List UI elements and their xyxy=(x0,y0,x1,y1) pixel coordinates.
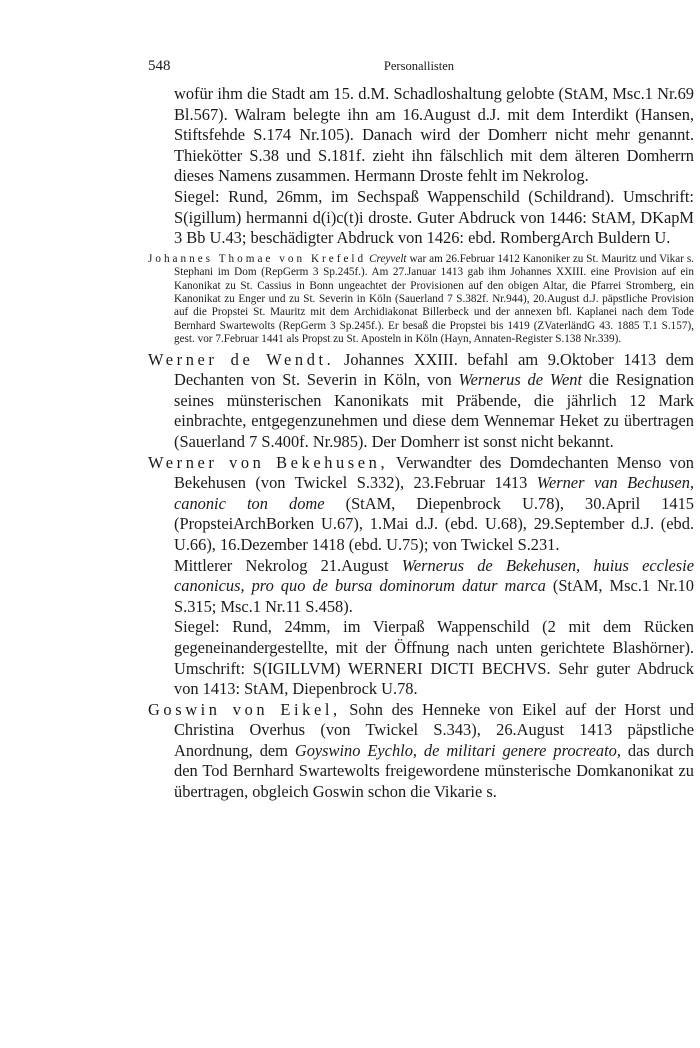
entry-text: (StAM, Diepenbrock U.78), 30.April 1415 (PropsteiArchBorken U.67), 1.Mai d.J. (ebd. U.68), 29.September d.J. (ebd. U.66), 16.Dezember 1418 (ebd. U.75); von Twickel S.231. xyxy=(174,493,694,554)
entry-goswin-von-eikel xyxy=(148,700,694,803)
entry-text: Johannes XXIII. befahl am 9.Oktober 1413 dem Dechanten von St. Severin in Köln, von xyxy=(174,349,694,390)
seal-paragraph: Siegel: Rund, 26mm, im Sechspaß Wappenschild (Schildrand). Umschrift: S(igillum) hermanni d(i)c(t)i droste. Guter Abdruck von 1446: StAM, DKapM 3 Bb U.43; beschädigter Abdruck von 1426: ebd. RombergArch Buldern U. xyxy=(174,186,694,248)
running-title: Personallisten xyxy=(383,59,455,73)
necrology-paragraph xyxy=(148,556,694,618)
running-head xyxy=(148,58,690,78)
necrology-text: Mittlerer Nekrolog 21.August xyxy=(174,555,402,575)
paragraph-continuation: wofür ihm die Stadt am 15. d.M. Schadloshaltung gelobte (StAM, Msc.1 Nr.69 Bl.567). Walram belegte ihn am 16.August d.J. mit dem Interdikt (Hansen, Stiftsfehde S.174 Nr.105). Danach wird der Domherr nicht mehr genannt. Thiekötter S.38 und S.181f. zieht ihn fälschlich mit dem älteren Domherrn dieses Namens zusammen. Hermann Droste fehlt im Nekrolog. xyxy=(174,84,694,186)
entry-name: Werner von Bekehusen, xyxy=(148,452,389,472)
entry-werner-von-bekehusen xyxy=(148,453,694,556)
entry-johannes-thomae xyxy=(148,253,694,347)
seal-paragraph: Siegel: Rund, 24mm, im Vierpaß Wappenschild (2 mit dem Rücken gegeneinandergestellte, mit der Öffnung nach unten gerichtete Blashörner). Umschrift: S(IGILLVM) WERNERI DICTI BECHVS. Sehr guter Abdruck von 1413: StAM, Diepenbrock U.78. xyxy=(174,617,694,699)
entry-text: Sohn des Henneke von Eikel auf der Horst und Christina Overhus (von Twickel S.343), 26.August 1413 päpstliche Anordnung, dem xyxy=(174,699,694,760)
entry-quote: Wernerus de Went xyxy=(458,370,583,390)
necrology-text: (StAM, Msc.1 Nr.10 S.315; Msc.1 Nr.11 S.458). xyxy=(174,576,694,616)
page-number: 548 xyxy=(148,58,171,74)
entry-alias: Creyvelt xyxy=(369,252,407,265)
entry-text: Verwandter des Domdechanten Menso von Bekehusen (von Twickel S.332), 23.Februar 1413 xyxy=(174,452,694,493)
entry-text: war am 26.Februar 1412 Kanoniker zu St. Mauritz und Vikar s. Stephani im Dom (RepGerm 3 Sp.245f.). Am 27.Januar 1413 gab ihm Johannes XXIII. eine Provision auf ein Kanonikat zu St. Cassius in Bonn ungeachtet der Provisionen auf den obigen Altar, die Pfarrei Stromberg, ein Kanonikat zu Enger und zu St. Severin in Köln (Sauerland 7 S.382f. Nr.944), 20.August d.J. päpstliche Provision auf die Propstei St. Mauritz mit dem Archidiakonat Billerbeck und der annexen bfl. Kaplanei nach dem Tode Bernhard Swartewolts (RepGerm 3 Sp.245f.). Er besaß die Propstei bis 1419 (ZVaterländG 43. 1885 T.1 S.157), gest. vor 7.Februar 1441 als Propst zu St. Aposteln in Köln (Hayn, Annaten-Register S.138 Nr.339). xyxy=(174,252,695,346)
necrology-quote: Wernerus de Bekehusen, huius ecclesie canonicus, pro quo de bursa dominorum datur marca xyxy=(174,555,694,596)
entry-name: Johannes Thomae von Krefeld xyxy=(148,252,367,265)
entry-name: Goswin von Eikel, xyxy=(148,699,341,719)
entry-quote: Goyswino Eychlo, de militari genere procreato, xyxy=(294,740,621,760)
entry-werner-de-wendt xyxy=(148,350,694,453)
entry-quote: Werner van Bechusen, canonic ton dome xyxy=(174,473,695,513)
entry-name: Werner de Wendt. xyxy=(148,349,335,369)
entry-text: das durch den Tod Bernhard Swartewolts freigewordene münsterische Domkanonikat zu übertragen, obgleich Goswin schon die Vikarie s. xyxy=(174,740,694,802)
body-text xyxy=(148,84,694,803)
entry-text: die Resignation seines münsterischen Kanonikats mit Präbende, die jährlich 12 Mark einbrachte, entgegenzunehmen und diese dem Wennemar Heket zu übertragen (Sauerland 7 S.400f. Nr.985). Der Domherr ist sonst nicht bekannt. xyxy=(174,370,695,451)
